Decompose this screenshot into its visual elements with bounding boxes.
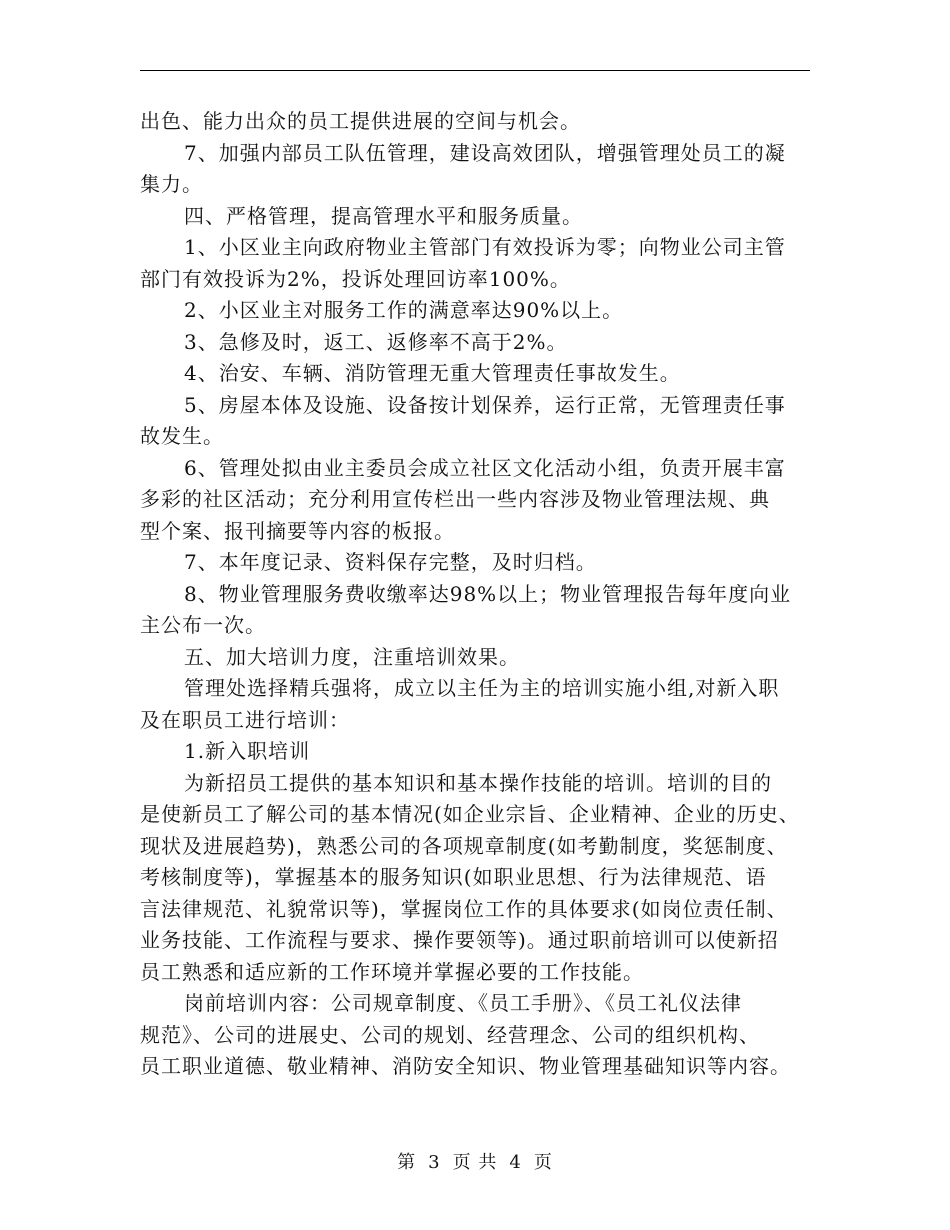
text-line: 出色、能力出众的员工提供进展的空间与机会。 (140, 109, 581, 133)
text-line: 员工熟悉和适应新的工作环境并掌握必要的工作技能。 (140, 959, 644, 984)
footer-mid: 页 共 (452, 1152, 498, 1173)
text-line: 6、管理处拟由业主委员会成立社区文化活动小组，负责开展丰富 (184, 455, 786, 480)
footer-page-number: 3 (428, 1152, 441, 1173)
text-line: 5、房屋本体及设施、设备按计划保养，运行正常，无管理责任事 (184, 392, 786, 417)
text-line: 主公布一次。 (140, 613, 266, 637)
text-line: 2、小区业主对服务工作的满意率达90%以上。 (184, 298, 624, 322)
text-line: 7、加强内部员工队伍管理，建设高效团队，增强管理处员工的凝 (184, 140, 786, 165)
text-line: 是使新员工了解公司的基本情况(如企业宗旨、企业精神、企业的历史、 (140, 802, 800, 826)
text-line: 3、急修及时，返工、返修率不高于2%。 (184, 329, 568, 354)
text-line: 岗前培训内容：公司规章制度、《员工手册》、《员工礼仪法律 (184, 991, 742, 1015)
text-line: 五、加大培训力度，注重培训效果。 (184, 644, 520, 669)
text-line: 管理处选择精兵强将，成立以主任为主的培训实施小组,对新入职 (184, 676, 780, 700)
text-line: 部门有效投诉为2%，投诉处理回访率100%。 (140, 266, 571, 291)
text-line: 言法律规范、礼貌常识等)，掌握岗位工作的具体要求(如岗位责任制、 (140, 896, 788, 921)
text-line: 故发生。 (140, 424, 224, 448)
text-line: 员工职业道德、敬业精神、消防安全知识、物业管理基础知识等内容。 (140, 1054, 791, 1078)
text-line: 及在职员工进行培训： (140, 707, 350, 732)
body-text (140, 106, 810, 1083)
text-line: 规范》、公司的进展史、公司的规划、经营理念、公司的组织机构、 (140, 1022, 760, 1047)
text-line: 1.新入职培训 (184, 739, 311, 763)
header-rule (140, 70, 810, 71)
footer-prefix: 第 (397, 1152, 417, 1173)
text-line: 8、物业管理服务费收缴率达98%以上；物业管理报告每年度向业 (184, 581, 792, 606)
text-line: 为新招员工提供的基本知识和基本操作技能的培训。培训的目的 (184, 770, 772, 795)
footer-suffix: 页 (533, 1152, 553, 1173)
text-line: 1、小区业主向政府物业主管部门有效投诉为零；向物业公司主管 (184, 235, 786, 259)
text-line: 多彩的社区活动；充分利用宣传栏出一些内容涉及物业管理法规、典 (140, 487, 770, 511)
page-footer (0, 1148, 950, 1174)
text-line: 集力。 (140, 172, 203, 196)
text-line: 考核制度等)，掌握基本的服务知识(如职业思想、行为法律规范、语 (140, 865, 767, 889)
text-line: 型个案、报刊摘要等内容的板报。 (140, 518, 455, 543)
text-line: 7、本年度记录、资料保存完整，及时归档。 (184, 550, 597, 574)
footer-total-pages: 4 (509, 1152, 522, 1173)
text-line: 4、治安、车辆、消防管理无重大管理责任事故发生。 (184, 361, 681, 385)
text-line: 业务技能、工作流程与要求、操作要领等)。通过职前培训可以使新招 (140, 928, 779, 952)
text-line: 现状及进展趋势)，熟悉公司的各项规章制度(如考勤制度，奖惩制度、 (140, 833, 788, 858)
text-line: 四、严格管理，提高管理水平和服务质量。 (184, 203, 583, 228)
